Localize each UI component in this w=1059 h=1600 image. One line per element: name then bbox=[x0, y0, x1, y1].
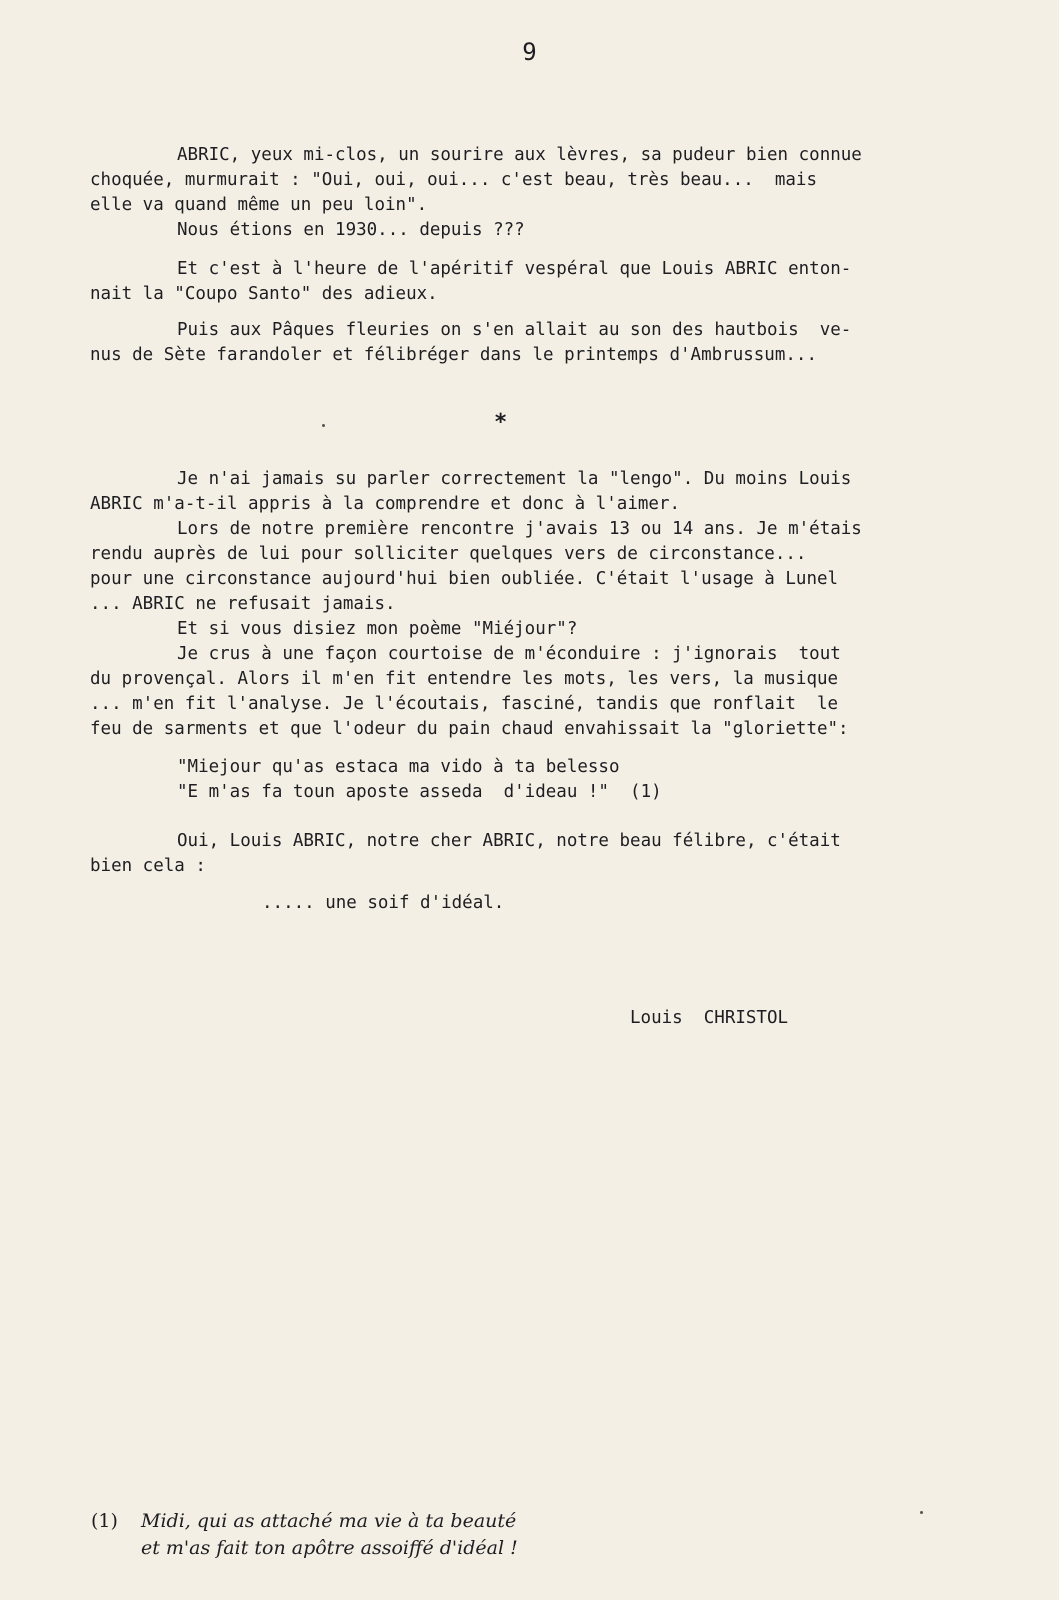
footnote-marker: (1) bbox=[91, 1510, 118, 1532]
paper-speck bbox=[322, 424, 325, 427]
text-line: Je n'ai jamais su parler correctement la "lengo". Du moins Louis bbox=[177, 469, 852, 489]
closing-line bbox=[90, 891, 980, 916]
text-line: Oui, Louis ABRIC, notre cher ABRIC, notre beau félibre, c'était bbox=[177, 831, 841, 851]
text-line: ... m'en fit l'analyse. Je l'écoutais, fasciné, tandis que ronflait le bbox=[90, 694, 839, 714]
text-line: nus de Sète farandoler et félibréger dans le printemps d'Ambrussum... bbox=[90, 345, 817, 365]
quote-block bbox=[90, 755, 980, 805]
paragraph-1 bbox=[90, 143, 980, 243]
paper-speck bbox=[920, 1511, 923, 1514]
text-line: elle va quand même un peu loin". bbox=[90, 195, 428, 215]
text-line: ABRIC, yeux mi-clos, un sourire aux lèvres, sa pudeur bien connue bbox=[177, 145, 862, 165]
text-line: nait la "Coupo Santo" des adieux. bbox=[90, 284, 438, 304]
section-separator: * bbox=[494, 410, 508, 435]
quote-line: "E m'as fa toun aposte asseda d'ideau !" (1) bbox=[177, 782, 662, 802]
text-line: rendu auprès de lui pour solliciter quelques vers de circonstance... bbox=[90, 544, 807, 564]
footnote bbox=[91, 1508, 518, 1562]
text-line: Je crus à une façon courtoise de m'éconduire : j'ignorais tout bbox=[177, 644, 841, 664]
text-line: ABRIC m'a-t-il appris à la comprendre et donc à l'aimer. bbox=[90, 494, 681, 514]
quote-line: "Miejour qu'as estaca ma vido à ta belesso bbox=[177, 757, 620, 777]
text-line: Et si vous disiez mon poème "Miéjour"? bbox=[177, 619, 578, 639]
text-line: feu de sarments et que l'odeur du pain chaud envahissait la "gloriette": bbox=[90, 719, 849, 739]
text-line: choquée, murmurait : "Oui, oui, oui... c'est beau, très beau... mais bbox=[90, 170, 817, 190]
text-line: Lors de notre première rencontre j'avais 13 ou 14 ans. Je m'étais bbox=[177, 519, 862, 539]
text-line: du provençal. Alors il m'en fit entendre les mots, les vers, la musique bbox=[90, 669, 839, 689]
signature: Louis CHRISTOL bbox=[630, 1008, 789, 1028]
paragraph-2 bbox=[90, 257, 980, 307]
paragraph-3 bbox=[90, 318, 980, 368]
text-line: ... ABRIC ne refusait jamais. bbox=[90, 594, 396, 614]
paragraph-4 bbox=[90, 467, 980, 742]
paragraph-5 bbox=[90, 829, 980, 879]
text-line: bien cela : bbox=[90, 856, 206, 876]
footnote-line: et m'as fait ton apôtre assoiffé d'idéal ! bbox=[141, 1537, 518, 1559]
text-line: ..... une soif d'idéal. bbox=[262, 893, 505, 913]
footnote-line: Midi, qui as attaché ma vie à ta beauté bbox=[141, 1510, 517, 1532]
text-line: Et c'est à l'heure de l'apéritif vespéral que Louis ABRIC enton- bbox=[177, 259, 852, 279]
text-line: Puis aux Pâques fleuries on s'en allait au son des hautbois ve- bbox=[177, 320, 852, 340]
text-line: pour une circonstance aujourd'hui bien oubliée. C'était l'usage à Lunel bbox=[90, 569, 839, 589]
text-line: Nous étions en 1930... depuis ??? bbox=[177, 220, 525, 240]
page-number: 9 bbox=[522, 38, 537, 66]
